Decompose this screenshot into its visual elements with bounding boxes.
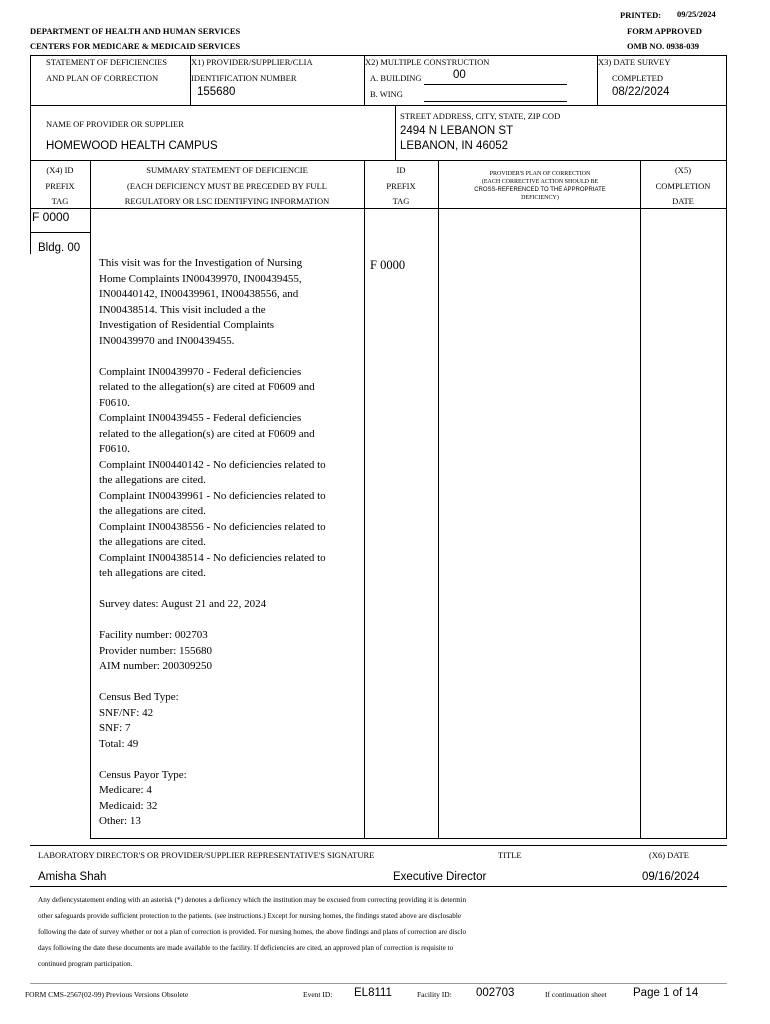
footer-rule: [30, 983, 727, 984]
x5-label-2: COMPLETION: [655, 181, 711, 191]
body-left-edge-top: [30, 208, 31, 254]
agency-line-2: CENTERS FOR MEDICARE & MEDICAID SERVICES: [30, 41, 241, 51]
body-right-edge: [726, 208, 727, 838]
address-line-1: 2494 N LEBANON ST: [400, 125, 514, 137]
event-id-value: EL8111: [354, 987, 392, 999]
form-approved: FORM APPROVED: [627, 26, 702, 36]
event-id-label: Event ID:: [303, 990, 333, 999]
provider-right-edge: [726, 105, 727, 160]
x4-label-2: PREFIX: [45, 181, 75, 191]
facility-id-label: Facility ID:: [417, 990, 452, 999]
building-value: 00: [453, 69, 466, 81]
provider-id-value: 155680: [197, 86, 236, 98]
page-number: Page 1 of 14: [633, 987, 699, 999]
header-right-edge: [726, 55, 727, 105]
summary-label-2: (EACH DEFICIENCY MUST BE PRECEDED BY FULL: [127, 181, 327, 191]
signature-bottom-rule: [30, 886, 727, 887]
survey-date-label-2: COMPLETED: [612, 73, 663, 83]
provider-id-label-1: X1) PROVIDER/SUPPLIER/CLIA: [191, 57, 313, 67]
statement-label-1: STATEMENT OF DEFICIENCIES: [46, 57, 168, 67]
provider-left-edge: [30, 105, 31, 160]
id-label-3: TAG: [392, 196, 410, 206]
body-divider-2: [364, 208, 365, 838]
provider-divider: [395, 105, 396, 160]
signature-top-rule: [30, 845, 727, 846]
header-mid-rule: [30, 105, 727, 106]
provider-name-value: HOMEWOOD HEALTH CAMPUS: [46, 140, 218, 152]
printed-date: 09/25/2024: [677, 9, 716, 19]
id-label-1: ID: [396, 165, 406, 175]
disclaimer: Any defiencystatement ending with an asterisk (*) denotes a deficency which the institution may be excused from correcting providing it is determin other safeguards provide sufficient protection to the patients. (see instructions.) Except for nursing homes, the findings stated above are disclosable following the date of survey whether or not a plan of correction is provided. For nursing homes, the above findings and plans of correction are disclo days following the date these documents are made available to the facility. If deficiencies are cited, an approved plan of correction is requisite to continued program participation.: [38, 896, 467, 968]
colhead-divider-1: [90, 160, 91, 208]
survey-date-value: 08/22/2024: [612, 86, 670, 98]
address-line-2: LEBANON, IN 46052: [400, 140, 509, 152]
building-label: A. BUILDING: [370, 73, 422, 83]
summary-label-1: SUMMARY STATEMENT OF DEFICIENCIE: [146, 165, 308, 175]
x4-label-3: TAG: [51, 196, 69, 206]
body-divider-3: [438, 208, 439, 838]
facility-id-value: 002703: [476, 987, 515, 999]
left-tag: F 0000: [32, 210, 70, 224]
continuation-label: If continuation sheet: [545, 990, 607, 999]
agency-line-1: DEPARTMENT OF HEALTH AND HUMAN SERVICES: [30, 26, 241, 36]
x5-label-1: (X5): [674, 165, 692, 175]
body-divider-1: [90, 208, 91, 838]
provider-bottom-rule: [30, 160, 727, 161]
summary-label-3: REGULATORY OR LSC IDENTIFYING INFORMATION: [124, 196, 330, 206]
signature-name: Amisha Shah: [38, 871, 107, 883]
plan-label-3: CROSS-REFERENCED TO THE APPROPRIATE: [474, 187, 606, 193]
body-bottom-rule: [90, 838, 727, 839]
tag-box-rule: [30, 232, 90, 233]
x4-label-1: (X4) ID: [46, 165, 74, 175]
colhead-right-edge: [726, 160, 727, 208]
x5-label-3: DATE: [672, 196, 694, 206]
signature-date: 09/16/2024: [642, 871, 700, 883]
survey-date-label-1: X3) DATE SURVEY: [598, 57, 671, 67]
signature-title: Executive Director: [393, 871, 487, 883]
colhead-divider-3: [438, 160, 439, 208]
right-tag: F 0000: [370, 258, 406, 272]
body-divider-4: [640, 208, 641, 838]
plan-label-1: PROVIDER'S PLAN OF CORRECTION: [489, 171, 591, 177]
provider-id-label-2: IDENTIFICATION NUMBER: [191, 73, 297, 83]
signature-label: LABORATORY DIRECTOR'S OR PROVIDER/SUPPLIER REPRESENTATIVE'S SIGNATURE: [38, 850, 375, 860]
multiple-construction-label: X2) MULTIPLE CONSTRUCTION: [365, 57, 490, 67]
building-underline: [424, 84, 567, 85]
id-label-2: PREFIX: [386, 181, 416, 191]
statement-label-2: AND PLAN OF CORRECTION: [46, 73, 159, 83]
colhead-bottom-rule: [30, 208, 727, 209]
address-label: STREET ADDRESS, CITY, STATE, ZIP COD: [400, 111, 561, 121]
title-label: TITLE: [498, 850, 522, 860]
header-top-rule: [30, 55, 727, 56]
wing-label: B. WING: [370, 89, 403, 99]
x6-date-label: (X6) DATE: [649, 850, 689, 860]
plan-label-4: DEFICIENCY): [521, 195, 559, 201]
building-tag: Bldg. 00: [38, 242, 81, 254]
form-number: FORM CMS-2567(02-99) Previous Versions Obsolete: [25, 990, 189, 999]
omb-number: OMB NO. 0938-039: [627, 41, 700, 51]
printed-label: PRINTED:: [620, 10, 662, 20]
deficiency-text: This visit was for the Investigation of Nursing Home Complaints IN00439970, IN00439455, IN00440142, IN00439961, IN00438556, and IN00438514. This visit included a the Investigation of Residential Complaints IN00439970 and IN00439455. Complaint IN00439970 - Federal deficiencies related to the allegation(s) are cited at F0609 and F0610. Complaint IN00439455 - Federal deficiencies related to the allegation(s) are cited at F0609 and F0610. Complaint IN00440142 - No deficiencies related to the allegations are cited. Complaint IN00439961 - No deficiencies related to the allegations are cited. Complaint IN00438556 - No deficiencies related to the allegations are cited. Complaint IN00438514 - No deficiencies related to teh allegations are cited. Survey dates: August 21 and 22, 2024 Facility number: 002703 Provider number: 155680 AIM number: 200309250 Census Bed Type: SNF/NF: 42 SNF: 7 Total: 49 Census Payor Type: Medicare: 4 Medicaid: 32 Other: 13: [99, 257, 326, 827]
plan-label-2: (EACH CORRECTIVE ACTION SHOULD BE: [481, 179, 599, 185]
provider-name-label: NAME OF PROVIDER OR SUPPLIER: [46, 119, 184, 129]
wing-underline: [424, 101, 567, 102]
header-left-edge: [30, 55, 31, 105]
